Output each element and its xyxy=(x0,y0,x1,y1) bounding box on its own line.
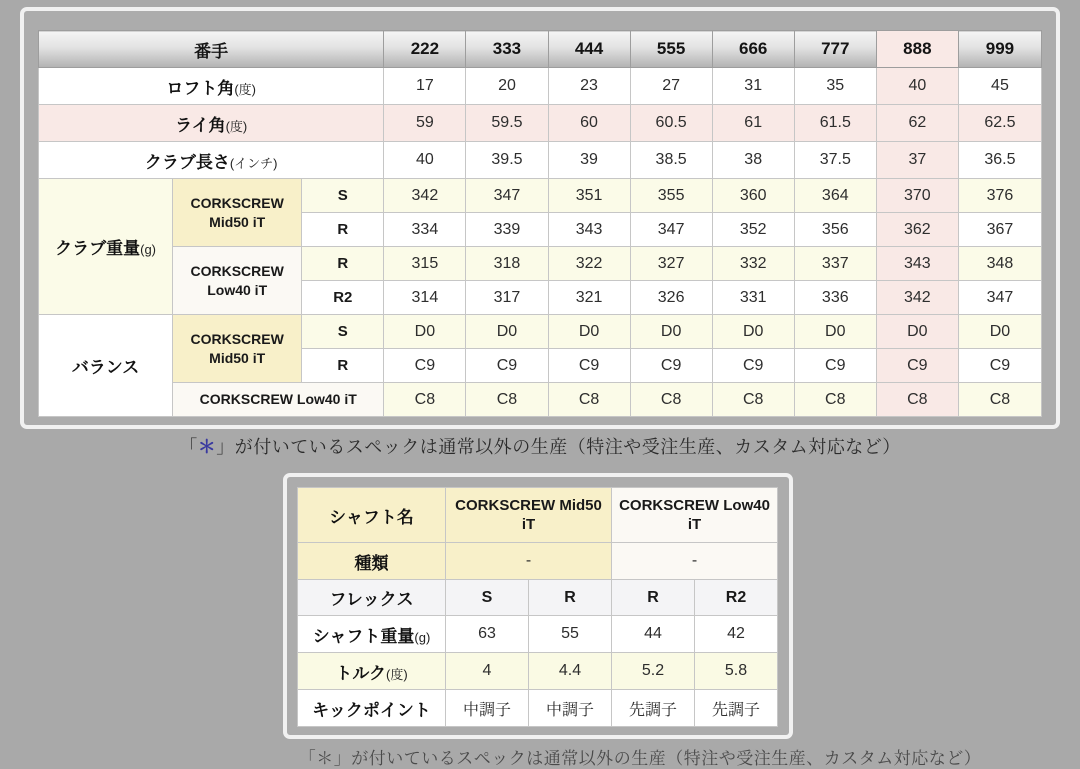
shaft-name-label: シャフト名 xyxy=(298,488,446,543)
header-col-999: 999 xyxy=(958,31,1041,68)
cell: 23 xyxy=(548,68,630,105)
cutoff-note: 「＊」が付いているスペックは通常以外の生産（特注や受注生産、カスタム対応など） xyxy=(298,749,982,768)
cell: 31 xyxy=(712,68,794,105)
flex-cell: R xyxy=(302,213,384,247)
cell: 331 xyxy=(712,281,794,315)
row-balance-low40 xyxy=(39,383,1042,417)
cell: 347 xyxy=(630,213,712,247)
cell: 61.5 xyxy=(794,105,876,142)
cell: C8 xyxy=(384,383,466,417)
label-text: ロフト角 xyxy=(166,78,235,98)
flex-label: フレックス xyxy=(298,580,446,616)
club-weight-label xyxy=(39,179,173,315)
cell: 334 xyxy=(384,213,466,247)
cell: 339 xyxy=(466,213,548,247)
cell: 35 xyxy=(794,68,876,105)
cell: C9 xyxy=(384,349,466,383)
cell: 42 xyxy=(695,616,778,653)
torque-label xyxy=(298,653,446,690)
cell: 中調子 xyxy=(529,690,612,727)
header-col-555: 555 xyxy=(630,31,712,68)
cell: D0 xyxy=(794,315,876,349)
cell: 327 xyxy=(630,247,712,281)
cell: 37.5 xyxy=(794,142,876,179)
flex-cell: S xyxy=(302,315,384,349)
row-torque xyxy=(298,653,778,690)
cell: 367 xyxy=(958,213,1041,247)
row-kick-point xyxy=(298,690,778,727)
cell: 先調子 xyxy=(695,690,778,727)
row-lie-angle xyxy=(39,105,1042,142)
cell: 355 xyxy=(630,179,712,213)
cell: 314 xyxy=(384,281,466,315)
row-balance-mid50-s xyxy=(39,315,1042,349)
label-unit: (度) xyxy=(234,81,256,97)
cell: 343 xyxy=(548,213,630,247)
cell: 318 xyxy=(466,247,548,281)
cell: 317 xyxy=(466,281,548,315)
cell: 60 xyxy=(548,105,630,142)
cell-highlighted: 62 xyxy=(876,105,958,142)
row-shaft-name xyxy=(298,488,778,543)
cell: C8 xyxy=(548,383,630,417)
header-col-666: 666 xyxy=(712,31,794,68)
cell: C9 xyxy=(548,349,630,383)
cell: 20 xyxy=(466,68,548,105)
label-unit: (度) xyxy=(225,118,248,134)
cell: 36.5 xyxy=(958,142,1041,179)
cell: 61 xyxy=(712,105,794,142)
lie-angle-label xyxy=(39,105,384,142)
shaft-name-low40: CORKSCREW Low40 iT xyxy=(173,247,302,315)
cell: - xyxy=(612,543,778,580)
cell: 17 xyxy=(384,68,466,105)
cell-highlighted: 362 xyxy=(876,213,958,247)
shaft-name-mid50: CORKSCREW Mid50 iT xyxy=(446,488,612,543)
kick-point-label: キックポイント xyxy=(298,690,446,727)
production-note xyxy=(0,433,1080,459)
label-text: クラブ長さ xyxy=(144,152,230,172)
header-col-888-highlighted: 888 xyxy=(876,31,958,68)
cell: 4.4 xyxy=(529,653,612,690)
header-col-333: 333 xyxy=(466,31,548,68)
cell-highlighted: D0 xyxy=(876,315,958,349)
cell: 5.2 xyxy=(612,653,695,690)
cell: C9 xyxy=(630,349,712,383)
asterisk-mark: ＊ xyxy=(197,437,217,457)
label-unit: (度) xyxy=(386,666,408,682)
cell: 38.5 xyxy=(630,142,712,179)
label-text: クラブ重量 xyxy=(55,239,141,258)
cell: 337 xyxy=(794,247,876,281)
label-unit: (g) xyxy=(414,629,431,645)
row-weight-low40-r xyxy=(39,247,1042,281)
cell: 59.5 xyxy=(466,105,548,142)
cell: 322 xyxy=(548,247,630,281)
cell: D0 xyxy=(958,315,1041,349)
row-club-length xyxy=(39,142,1042,179)
flex-cell: S xyxy=(302,179,384,213)
cell: 351 xyxy=(548,179,630,213)
type-label: 種類 xyxy=(298,543,446,580)
shaft-name-mid50: CORKSCREW Mid50 iT xyxy=(173,179,302,247)
cell-highlighted: 370 xyxy=(876,179,958,213)
cell: 336 xyxy=(794,281,876,315)
cell-highlighted: 40 xyxy=(876,68,958,105)
cell: 27 xyxy=(630,68,712,105)
cell: 321 xyxy=(548,281,630,315)
shaft-name-low40: CORKSCREW Low40 iT xyxy=(612,488,778,543)
cell: 62.5 xyxy=(958,105,1041,142)
row-type xyxy=(298,543,778,580)
row-flex xyxy=(298,580,778,616)
cell: D0 xyxy=(384,315,466,349)
cell: D0 xyxy=(712,315,794,349)
note-text: 」が付いているスペックは通常以外の生産（特注や受注生産、カスタム対応など） xyxy=(216,437,901,457)
cell: 332 xyxy=(712,247,794,281)
cell: R xyxy=(529,580,612,616)
cell: C8 xyxy=(630,383,712,417)
cell: S xyxy=(446,580,529,616)
label-unit: (インチ) xyxy=(229,155,278,171)
flex-cell: R2 xyxy=(302,281,384,315)
row-loft-angle xyxy=(39,68,1042,105)
cell: 55 xyxy=(529,616,612,653)
cell: 5.8 xyxy=(695,653,778,690)
label-text: シャフト重量 xyxy=(312,626,415,646)
header-col-444: 444 xyxy=(548,31,630,68)
cell: 315 xyxy=(384,247,466,281)
cell: 364 xyxy=(794,179,876,213)
cell: 44 xyxy=(612,616,695,653)
row-shaft-weight xyxy=(298,616,778,653)
cell: C8 xyxy=(794,383,876,417)
cell: 先調子 xyxy=(612,690,695,727)
loft-angle-label xyxy=(39,68,384,105)
cell: 360 xyxy=(712,179,794,213)
club-spec-table xyxy=(38,30,1042,417)
header-row xyxy=(39,31,1042,68)
label-text: トルク xyxy=(335,663,386,683)
cell: 347 xyxy=(466,179,548,213)
flex-cell: R xyxy=(302,349,384,383)
cell: 59 xyxy=(384,105,466,142)
shaft-spec-table xyxy=(297,487,778,727)
cell: 356 xyxy=(794,213,876,247)
label-text: ライ角 xyxy=(175,115,226,135)
cell: D0 xyxy=(466,315,548,349)
cell-highlighted: C8 xyxy=(876,383,958,417)
row-weight-mid50-s xyxy=(39,179,1042,213)
cell-highlighted: 342 xyxy=(876,281,958,315)
cell: 348 xyxy=(958,247,1041,281)
cell: C8 xyxy=(466,383,548,417)
cell: 342 xyxy=(384,179,466,213)
header-col-777: 777 xyxy=(794,31,876,68)
cell: 中調子 xyxy=(446,690,529,727)
cell-highlighted: 37 xyxy=(876,142,958,179)
cell: C8 xyxy=(712,383,794,417)
cell: R2 xyxy=(695,580,778,616)
cell: 326 xyxy=(630,281,712,315)
cell: - xyxy=(446,543,612,580)
balance-label: バランス xyxy=(39,315,173,417)
cell: C8 xyxy=(958,383,1041,417)
cell: 39 xyxy=(548,142,630,179)
cell: 4 xyxy=(446,653,529,690)
cell: C9 xyxy=(794,349,876,383)
header-col-222: 222 xyxy=(384,31,466,68)
cell-highlighted: C9 xyxy=(876,349,958,383)
cell: R xyxy=(612,580,695,616)
cell: 38 xyxy=(712,142,794,179)
cell: C9 xyxy=(712,349,794,383)
shaft-name-low40: CORKSCREW Low40 iT xyxy=(173,383,384,417)
cell: 347 xyxy=(958,281,1041,315)
cell: 45 xyxy=(958,68,1041,105)
cell-highlighted: 343 xyxy=(876,247,958,281)
header-club-number-label: 番手 xyxy=(39,31,384,68)
cell: D0 xyxy=(630,315,712,349)
cell: C9 xyxy=(466,349,548,383)
cell: 63 xyxy=(446,616,529,653)
label-unit: (g) xyxy=(140,242,156,257)
cell: 39.5 xyxy=(466,142,548,179)
cell: 376 xyxy=(958,179,1041,213)
cell: 352 xyxy=(712,213,794,247)
club-length-label xyxy=(39,142,384,179)
flex-cell: R xyxy=(302,247,384,281)
cell: D0 xyxy=(548,315,630,349)
cell: 60.5 xyxy=(630,105,712,142)
note-bracket-open: 「 xyxy=(179,437,198,457)
shaft-name-mid50: CORKSCREW Mid50 iT xyxy=(173,315,302,383)
cell: C9 xyxy=(958,349,1041,383)
shaft-weight-label xyxy=(298,616,446,653)
cell: 40 xyxy=(384,142,466,179)
